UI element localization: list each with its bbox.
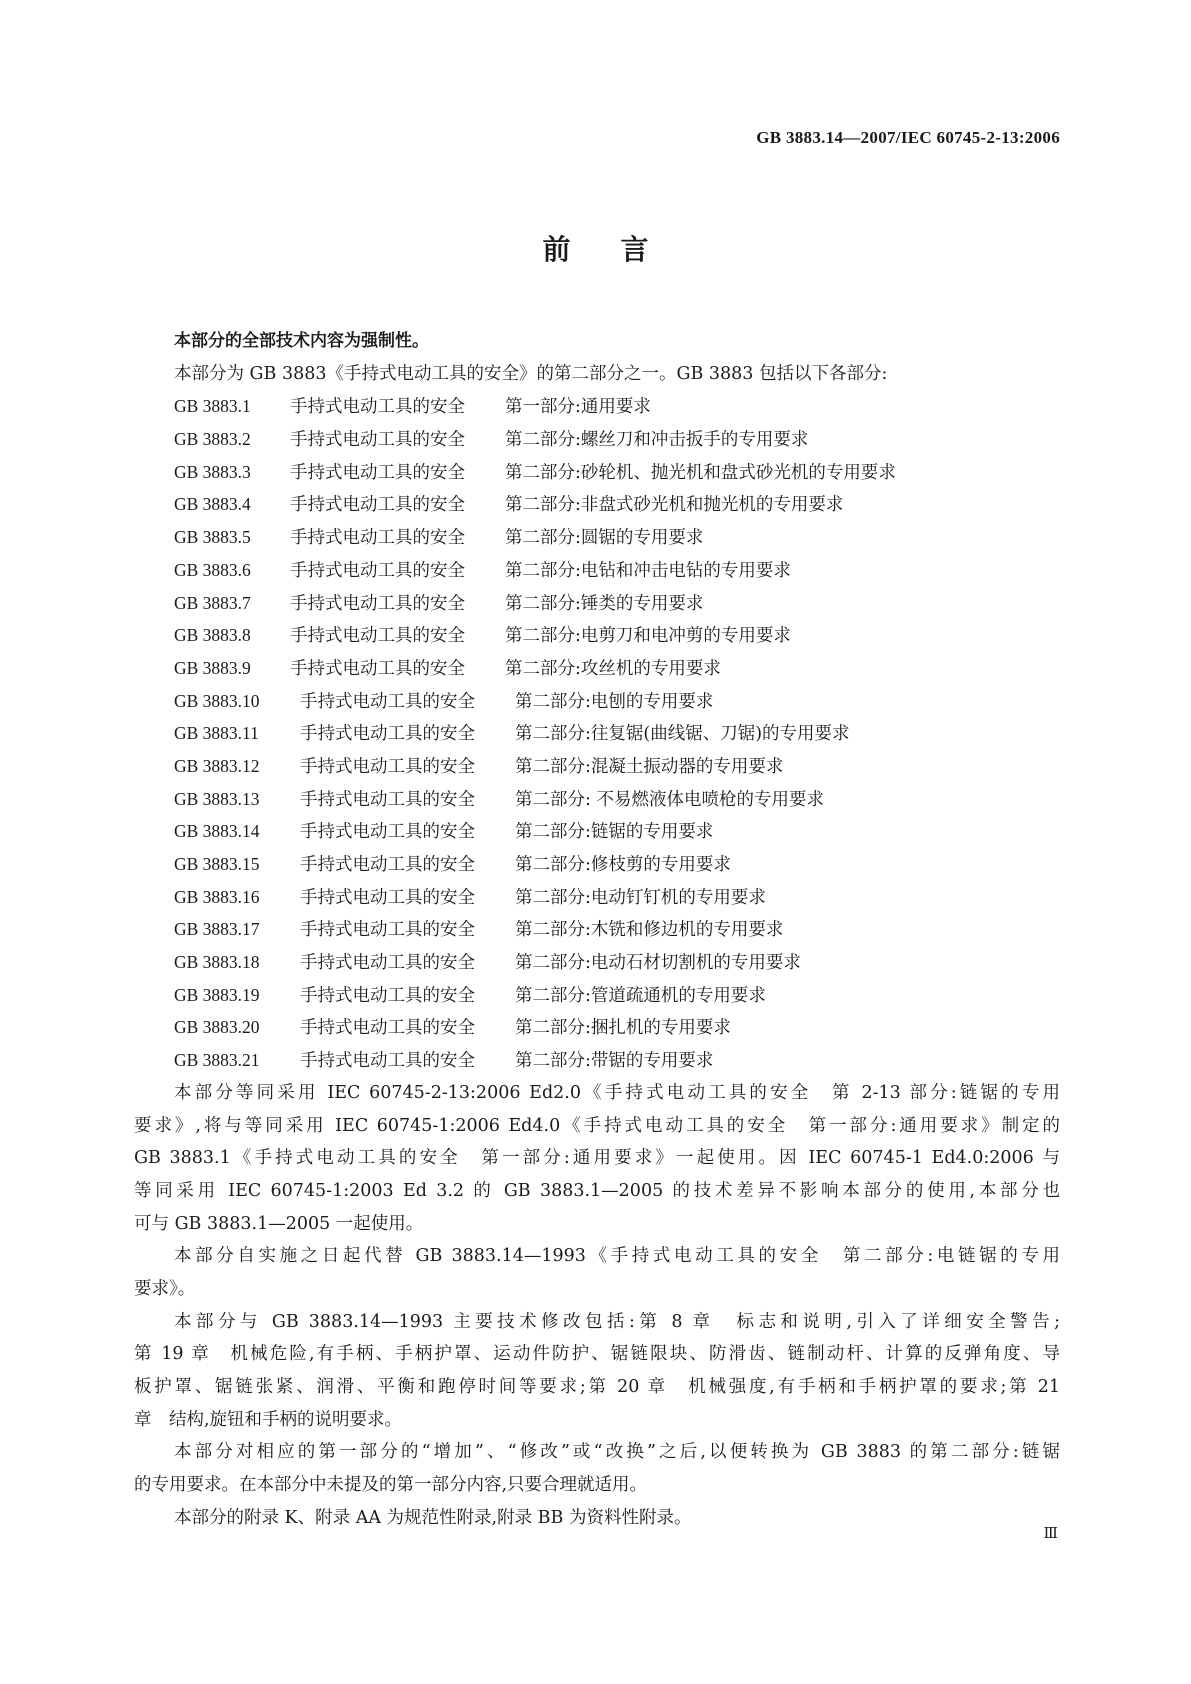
- part-title: 手持式电动工具的安全: [300, 789, 475, 810]
- part-list-item: [134, 1044, 1060, 1077]
- part-title: 手持式电动工具的安全: [290, 560, 465, 581]
- part-list-item: [134, 717, 1060, 750]
- part-code: GB 3883.9: [174, 657, 251, 678]
- page-title: 前言: [542, 233, 699, 266]
- paragraph: [134, 1306, 1060, 1437]
- part-list-item: [134, 587, 1060, 620]
- paragraph-line: 本部分的附录 K、附录 AA 为规范性附录,附录 BB 为资料性附录。: [174, 1507, 692, 1528]
- part-title: 手持式电动工具的安全: [300, 887, 475, 908]
- part-description: 第二部分:电动石材切割机的专用要求: [515, 953, 801, 974]
- standard-number-header: GB 3883.14—2007/IEC 60745-2-13:2006: [756, 128, 1060, 147]
- part-description: 第二部分:链锯的专用要求: [515, 822, 714, 843]
- part-list-item: [134, 456, 1060, 489]
- part-title: 手持式电动工具的安全: [290, 528, 465, 549]
- part-list-item: [134, 881, 1060, 914]
- part-code: GB 3883.21: [174, 1050, 260, 1071]
- page-number: Ⅲ: [1043, 1526, 1058, 1542]
- part-description: 第一部分:通用要求: [505, 397, 651, 418]
- part-code: GB 3883.1: [174, 396, 251, 417]
- paragraph: [134, 1077, 1060, 1240]
- paragraph-line: 第 19 章 机械危险,有手柄、手柄护罩、运动件防护、锯链限块、防滑齿、链制动杆、计算的反弹角度、导: [134, 1344, 1060, 1365]
- part-description: 第二部分:电刨的专用要求: [515, 691, 714, 712]
- part-title: 手持式电动工具的安全: [300, 953, 475, 974]
- part-code: GB 3883.3: [174, 461, 251, 482]
- part-description: 第二部分:管道疏通机的专用要求: [515, 985, 766, 1006]
- part-title: 手持式电动工具的安全: [300, 1018, 475, 1039]
- part-title: 手持式电动工具的安全: [290, 658, 465, 679]
- part-title: 手持式电动工具的安全: [290, 626, 465, 647]
- paragraph-line: 要求》,将与等同采用 IEC 60745-1:2006 Ed4.0《手持式电动工具的安全 第一部分:通用要求》制定的: [134, 1115, 1060, 1136]
- part-code: GB 3883.6: [174, 559, 251, 580]
- paragraph: [134, 1502, 1060, 1535]
- part-list-item: [134, 946, 1060, 979]
- part-list-item: [134, 979, 1060, 1012]
- part-list-item: [134, 619, 1060, 652]
- part-title: 手持式电动工具的安全: [300, 855, 475, 875]
- part-code: GB 3883.2: [174, 429, 251, 450]
- part-title: 手持式电动工具的安全: [300, 724, 475, 745]
- part-description: 第二部分:电动钉钉机的专用要求: [515, 887, 766, 908]
- part-code: GB 3883.14: [174, 821, 260, 842]
- part-title: 手持式电动工具的安全: [290, 430, 465, 451]
- part-title: 手持式电动工具的安全: [290, 593, 465, 614]
- part-description: 第二部分:混凝土振动器的专用要求: [515, 756, 784, 777]
- part-description: 第二部分:圆锯的专用要求: [505, 528, 704, 549]
- part-description: 第二部分:攻丝机的专用要求: [505, 658, 721, 679]
- part-code: GB 3883.15: [174, 854, 260, 874]
- part-title: 手持式电动工具的安全: [300, 920, 475, 941]
- part-description: 第二部分:砂轮机、抛光机和盘式砂光机的专用要求: [505, 462, 896, 483]
- part-title: 手持式电动工具的安全: [300, 756, 475, 777]
- part-code: GB 3883.16: [174, 886, 260, 907]
- paragraph-line: 等同采用 IEC 60745-1:2003 Ed 3.2 的 GB 3883.1—2005 的技术差异不影响本部分的使用,本部分也: [134, 1180, 1060, 1201]
- part-list-item: [134, 1011, 1060, 1044]
- part-code: GB 3883.5: [174, 527, 251, 548]
- part-description: 第二部分:木铣和修边机的专用要求: [515, 920, 784, 941]
- part-description: 第二部分:往复锯(曲线锯、刀锯)的专用要求: [515, 724, 850, 745]
- paragraph: [134, 1436, 1060, 1501]
- part-list-item: [134, 390, 1060, 423]
- part-code: GB 3883.19: [174, 984, 260, 1005]
- part-title: 手持式电动工具的安全: [300, 822, 475, 843]
- part-code: GB 3883.8: [174, 625, 251, 646]
- part-list-item: [134, 848, 1060, 881]
- part-code: GB 3883.18: [174, 952, 260, 973]
- part-description: 第二部分:锤类的专用要求: [505, 593, 704, 614]
- part-code: GB 3883.17: [174, 919, 260, 940]
- paragraphs: [134, 1077, 1060, 1535]
- paragraph-line: 要求》。: [134, 1278, 196, 1299]
- part-list-item: [134, 685, 1060, 718]
- part-description: 第二部分:捆扎机的专用要求: [515, 1018, 731, 1039]
- part-code: GB 3883.4: [174, 494, 251, 515]
- part-list-item: [134, 815, 1060, 848]
- part-list-item: [134, 521, 1060, 554]
- part-list-item: [134, 750, 1060, 783]
- part-code: GB 3883.11: [174, 723, 259, 744]
- part-code: GB 3883.7: [174, 592, 251, 613]
- parts-list: [134, 390, 1060, 1076]
- part-title: 手持式电动工具的安全: [290, 495, 465, 516]
- part-description: 第二部分:修枝剪的专用要求: [515, 855, 731, 875]
- paragraph-line: 本部分自实施之日起代替 GB 3883.14—1993《手持式电动工具的安全 第二部分:电链锯的专用: [174, 1246, 1060, 1267]
- paragraph-line: 本部分等同采用 IEC 60745-2-13:2006 Ed2.0《手持式电动工具的安全 第 2-13 部分:链锯的专用: [174, 1082, 1060, 1103]
- part-list-item: [134, 913, 1060, 946]
- paragraph: [134, 1240, 1060, 1305]
- intro-line: 本部分为 GB 3883《手持式电动工具的安全》的第二部分之一。GB 3883 包括以下各部分:: [174, 363, 888, 384]
- part-list-item: [134, 488, 1060, 521]
- part-description: 第二部分:螺丝刀和冲击扳手的专用要求: [505, 430, 809, 451]
- part-code: GB 3883.10: [174, 690, 260, 711]
- part-title: 手持式电动工具的安全: [300, 691, 475, 712]
- paragraph-line: 可与 GB 3883.1—2005 一起使用。: [134, 1213, 424, 1234]
- part-list-item: [134, 423, 1060, 456]
- part-description: 第二部分:电剪刀和电冲剪的专用要求: [505, 626, 791, 647]
- part-code: GB 3883.12: [174, 755, 260, 776]
- part-title: 手持式电动工具的安全: [300, 985, 475, 1006]
- part-description: 第二部分:非盘式砂光机和抛光机的专用要求: [505, 495, 844, 516]
- part-description: 第二部分:带锯的专用要求: [515, 1051, 714, 1072]
- part-list-item: [134, 554, 1060, 587]
- part-code: GB 3883.13: [174, 788, 260, 809]
- part-title: 手持式电动工具的安全: [290, 462, 465, 483]
- part-list-item: [134, 652, 1060, 685]
- part-list-item: [134, 783, 1060, 816]
- part-description: 第二部分: 不易燃液体电喷枪的专用要求: [515, 789, 824, 810]
- paragraph-line: 本部分对相应的第一部分的“增加”、“修改”或“改换”之后,以便转换为 GB 3883 的第二部分:链锯: [174, 1442, 1060, 1463]
- part-title: 手持式电动工具的安全: [300, 1051, 475, 1072]
- mandatory-note: 本部分的全部技术内容为强制性。: [174, 331, 429, 351]
- paragraph-line: 的专用要求。在本部分中未提及的第一部分内容,只要合理就适用。: [134, 1475, 648, 1496]
- paragraph-line: 本部分与 GB 3883.14—1993 主要技术修改包括:第 8 章 标志和说明,引入了详细安全警告;: [174, 1311, 1060, 1332]
- part-code: GB 3883.20: [174, 1017, 260, 1038]
- part-description: 第二部分:电钻和冲击电钻的专用要求: [505, 560, 791, 581]
- paragraph-line: 章 结构,旋钮和手柄的说明要求。: [134, 1409, 403, 1430]
- foreword-body: [134, 325, 1060, 1534]
- paragraph-line: 板护罩、锯链张紧、润滑、平衡和跑停时间等要求;第 20 章 机械强度,有手柄和手柄护罩的要求;第 21: [134, 1377, 1060, 1397]
- part-title: 手持式电动工具的安全: [290, 397, 465, 418]
- paragraph-line: GB 3883.1《手持式电动工具的安全 第一部分:通用要求》一起使用。因 IEC 60745-1 Ed4.0:2006 与: [134, 1148, 1060, 1169]
